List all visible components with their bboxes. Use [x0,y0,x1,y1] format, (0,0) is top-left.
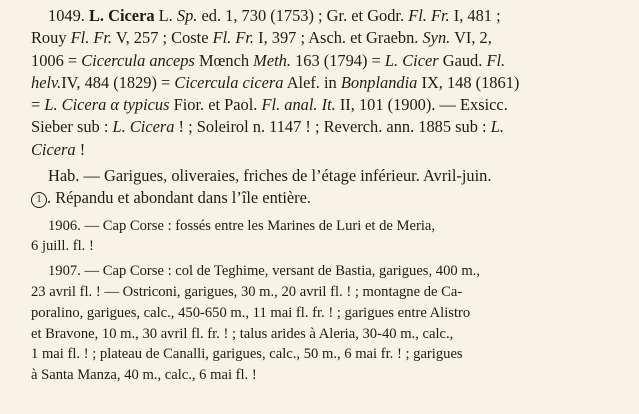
synonym-italic: Cicercula anceps [81,50,195,70]
locality-1906-line-2: 6 juill. fl. ! [31,238,94,255]
entry-line-6 [31,116,611,138]
entry-number: 1049. [48,6,85,25]
entry-line-1 [31,5,611,27]
locality-1906-line-1: 1906. — Cap Corse : fossés entre les Marines de Luri et de Meria, [48,217,436,234]
text-run: Sieber sub : [31,117,109,137]
text-run: VI, 2, [454,28,492,48]
locality-1907-line-3: poralino, garigues, calc., 450-650 m., 11 mai fl. fr. ! ; garigues entre Alistro [31,304,471,321]
locality-1907-line-4: et Bravone, 10 m., 30 avril fl. fr. ! ; talus arides à Aleria, 30-40 m., calc., [31,325,454,342]
text-run: ed. 1, 730 (1753) ; Gr. et Godr. [201,6,405,25]
entry-line-2 [31,27,611,49]
exsiccata-italic: Cicera [31,139,76,159]
text-run: ! [79,139,86,159]
citation-italic: Meth. [253,50,291,70]
exsiccata-italic: L. Cicera [112,117,175,137]
citation-italic: Fl. Fr. [70,28,113,48]
entry-line-7 [31,139,611,161]
citation-italic: Syn. [422,28,451,48]
text-run: L. [158,6,173,25]
locality-1907-line-6: à Santa Manza, 40 m., calc., 6 mai fl. ! [31,367,257,384]
species-name: L. Cicera [89,6,155,25]
habitat-line-1: Hab. — Garigues, oliveraies, friches de l’étage inférieur. Avril-juin. [48,166,492,186]
text-run: . Répandu et abondant dans l’île entière. [47,188,311,208]
text-run: Alef. in [286,72,337,92]
entry-line-3 [31,50,611,72]
locality-1907-line-5: 1 mai fl. ! ; plateau de Canalli, garigues, calc., 50 m., 6 mai fr. ! ; garigues [31,346,463,363]
text-run: I, 397 ; Asch. et Graebn. [258,28,419,48]
text-run: Gaud. [442,50,483,70]
citation-italic: helv. [31,72,62,92]
text-run: II, 101 (1900). — Exsicc. [339,95,508,115]
text-run: Fior. et Paol. [173,95,258,115]
text-run: I, 481 ; [453,6,501,25]
synonym-italic: L. Cicer [384,50,439,70]
locality-1907-line-1: 1907. — Cap Corse : col de Teghime, versant de Bastia, garigues, 400 m., [48,263,480,280]
entry-line-4 [31,72,611,94]
text-run: V, 257 ; Coste [115,28,209,48]
habitat-paragraph [31,165,611,210]
text-run: Rouy [31,28,67,48]
entry-line-5 [31,94,611,116]
citation-italic: Bonplandia [340,72,418,92]
citation-italic: Fl. Fr. [408,6,450,25]
citation-italic: Sp. [176,6,198,25]
habitat-line-2 [31,187,611,209]
text-run: = [31,95,41,115]
locality-1907 [31,261,611,386]
text-run: ! ; Soleirol n. 1147 ! ; Reverch. ann. 1885 sub : [178,117,487,137]
text-run: 1006 = [31,50,78,70]
locality-1907-line-2: 23 avril fl. ! — Ostriconi, garigues, 30 m., 20 avril fl. ! ; montagne de Ca- [31,284,463,301]
citation-italic: Fl. Fr. [212,28,255,48]
synonym-italic: L. Cicera α typicus [44,95,170,115]
exsiccata-italic: L. [490,117,504,137]
perennial-symbol-icon: 1 [31,192,47,208]
synonym-italic: Cicercula cicera [174,72,284,92]
locality-1906 [31,216,611,258]
text-run: IX, 148 (1861) [421,72,520,92]
species-entry [31,5,611,161]
citation-italic: Fl. [486,50,506,70]
citation-italic: Fl. anal. It. [261,95,336,115]
text-run: Mœnch [198,50,250,70]
text-run: 163 (1794) = [295,50,381,70]
text-run: IV, 484 (1829) = [61,72,171,92]
